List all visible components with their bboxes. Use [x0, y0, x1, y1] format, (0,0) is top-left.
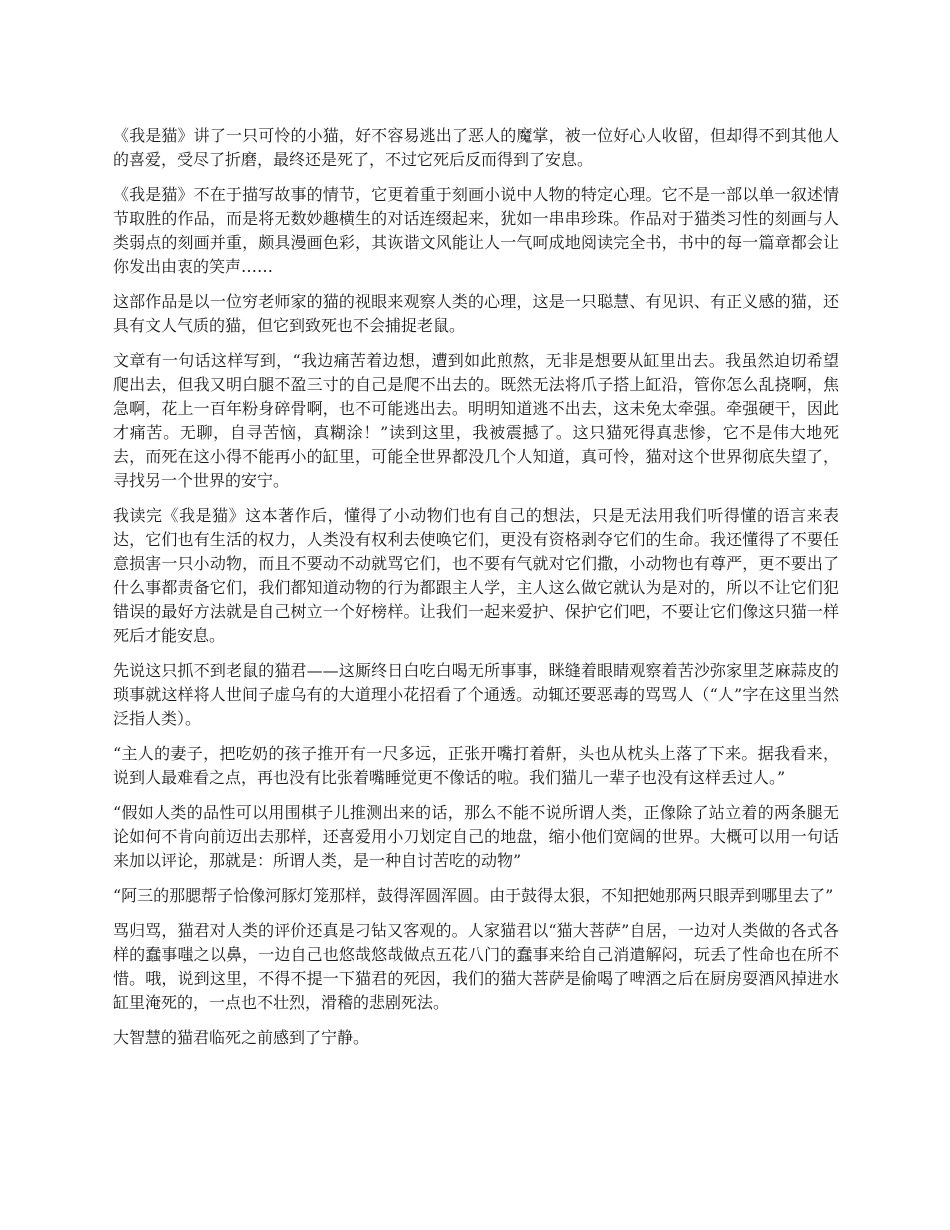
paragraph-cat-intro: 先说这只抓不到老鼠的猫君——这厮终日白吃白喝无所事事，眯缝着眼睛观察着苦沙弥家里芝麻蒜皮的琐事就这样将人世间子虚乌有的大道理小花招看了个通透。动辄还要恶毒的骂骂人（“人”字在这里当然泛指人类）。 [113, 661, 839, 728]
paragraph-perspective: 这部作品是以一位穷老师家的猫的视眼来观察人类的心理，这是一只聪慧、有见识、有正义感的猫，还具有文人气质的猫，但它到致死也不会捕捉老鼠。 [113, 292, 839, 335]
paragraph-reflection: 我读完《我是猫》这本著作后，懂得了小动物们也有自己的想法，只是无法用我们听得懂的语言来表达，它们也有生活的权力，人类没有权利去使唤它们，更没有资格剥夺它们的生命。我还懂得了不要任意损害一只小动物，而且不要动不动就骂它们，也不要有气就对它们撒，小动物也有尊严，更不要出了什么事都责备它们，我们都知道动物的行为都跟主人学，主人这么做它就认为是对的，所以不让它们犯错误的最好方法就是自己树立一个好榜样。让我们一起来爱护、保护它们吧，不要让它们像这只猫一样死后才能安息。 [113, 506, 839, 645]
paragraph-cat-death: 骂归骂，猫君对人类的评价还真是刁钻又客观的。人家猫君以“猫大菩萨”自居，一边对人类做的各式各样的蠢事嗤之以鼻，一边自己也悠哉悠哉做点五花八门的蠢事来给自己消遣解闷，玩丢了性命也在所不惜。哦，说到这里，不得不提一下猫君的死因，我们的猫大菩萨是偷喝了啤酒之后在厨房耍酒风掉进水缸里淹死的，一点也不壮烈，滑稽的悲剧死法。 [113, 921, 839, 1012]
paragraph-summary: 《我是猫》讲了一只可怜的小猫，好不容易逃出了恶人的魔掌，被一位好心人收留，但却得不到其他人的喜爱，受尽了折磨，最终还是死了，不过它死后反而得到了安息。 [113, 126, 839, 169]
paragraph-style: 《我是猫》不在于描写故事的情节，它更着重于刻画小说中人物的特定心理。它不是一部以单一叙述情节取胜的作品，而是将无数妙趣横生的对话连缀起来，犹如一串串珍珠。作品对于猫类习性的刻画与人类弱点的刻画并重，颇具漫画色彩，其诙谐文风能让人一气呵成地阅读完全书，书中的每一篇章都会让你发出由衷的笑声…… [113, 185, 839, 276]
paragraph-quote-wife: “主人的妻子，把吃奶的孩子推开有一尺多远，正张开嘴打着鼾，头也从枕头上落了下来。据我看来，说到人最难看之点，再也没有比张着嘴睡觉更不像话的啦。我们猫儿一辈子也没有这样丢过人。” [113, 744, 839, 787]
paragraph-quote-asan: “阿三的那腮帮子恰像河豚灯笼那样，鼓得浑圆浑圆。由于鼓得太狠，不知把她那两只眼弄到哪里去了” [113, 886, 834, 905]
paragraph-conclusion: 大智慧的猫君临死之前感到了宁静。 [113, 1028, 370, 1047]
paragraph-quote-humans: “假如人类的品性可以用围棋子儿推测出来的话，那么不能不说所谓人类，正像除了站立着的两条腿无论如何不肯向前迈出去那样，还喜爱用小刀划定自己的地盘，缩小他们宽阔的世界。大概可以用一句话来加以评论，那就是：所谓人类，是一种自讨苦吃的动物” [113, 803, 839, 870]
document-body [113, 124, 839, 1061]
paragraph-quote-jar: 文章有一句话这样写到，“我边痛苦着边想，遭到如此煎熬，无非是想要从缸里出去。我虽然迫切希望爬出去，但我又明白腿不盈三寸的自己是爬不出去的。既然无法将爪子搭上缸沿，管你怎么乱挠啊，焦急啊，花上一百年粉身碎骨啊，也不可能逃出去。明明知道逃不出去，这未免太牵强。牵强硬干，因此才痛苦。无聊，自寻苦恼，真糊涂！”读到这里，我被震撼了。这只猫死得真悲惨，它不是伟大地死去，而死在这小得不能再小的缸里，可能全世界都没几个人知道，真可怜，猫对这个世界彻底失望了，寻找另一个世界的安宁。 [113, 351, 839, 490]
